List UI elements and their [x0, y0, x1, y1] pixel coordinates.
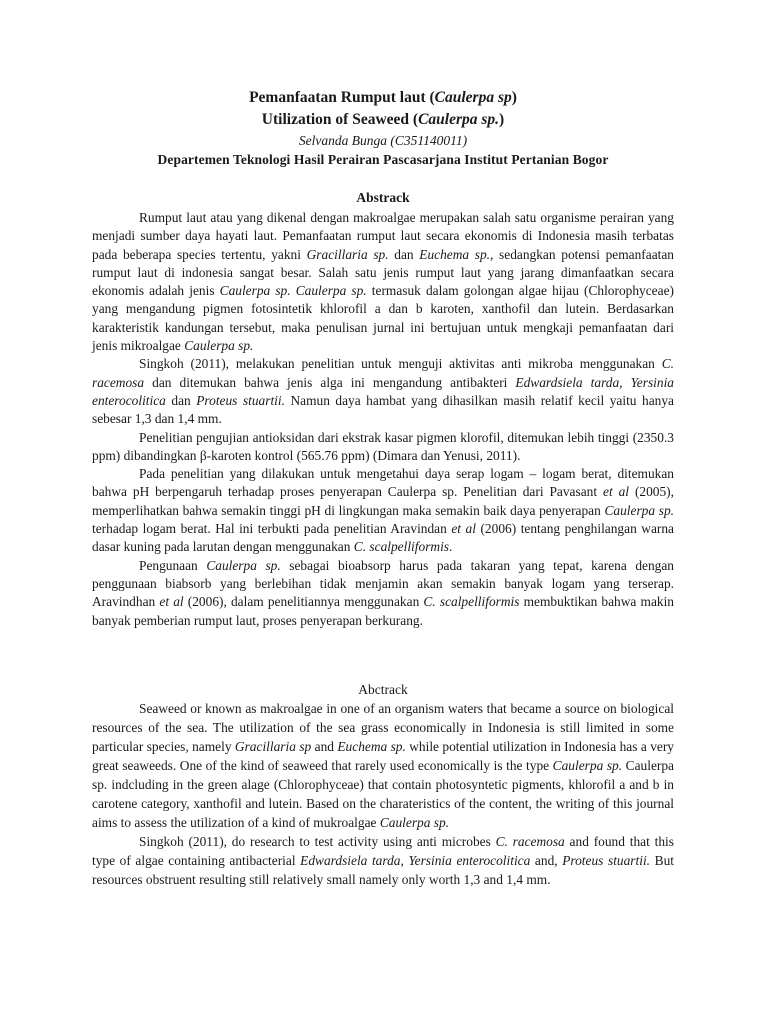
title-text: Pemanfaatan Rumput laut (	[249, 89, 435, 106]
title-text: )	[511, 89, 517, 106]
department: Departemen Teknologi Hasil Perairan Pascasarjana Institut Pertanian Bogor	[157, 152, 609, 167]
title-species: Caulerpa sp.	[418, 111, 500, 128]
paragraph: Rumput laut atau yang dikenal dengan makroalgae merupakan salah satu organisme perairan yang menjadi sumber daya hayati laut. Pemanfaatan rumput laut secara ekonomis di Indonesia masih terbatas pada beberapa species tertentu, yakni Gracillaria sp. dan Euchema sp., sedangkan potensi pemanfaatan rumput laut di indonesia sangat besar. Salah satu jenis rumput laut yang jarang dimanfaatkan secara ekonomis adalah jenis Caulerpa sp. Caulerpa sp. termasuk dalam golongan algae hijau (Chlorophyceae) yang mengandung pigmen fotosintetik khlorofil a dan b karoten, xanthofil dan lutein. Berdasarkan karakteristik kandungan tersebut, maka penulisan jurnal ini bertujuan untuk mengkaji pemanfaatan dari jenis mikroalgae Caulerpa sp.	[92, 210, 674, 354]
title-english	[92, 110, 674, 130]
abstract-heading-english: Abctrack	[358, 682, 408, 697]
title-text: Utilization of Seaweed (	[261, 111, 419, 128]
title-text: )	[499, 111, 505, 128]
title-indonesian	[92, 88, 674, 108]
title-species: Caulerpa sp	[434, 89, 512, 106]
author: Selvanda Bunga (C351140011)	[298, 133, 468, 148]
abstract-heading-indonesian: Abstrack	[356, 190, 410, 205]
abstract-english	[92, 699, 674, 889]
paragraph: Seaweed or known as makroalgae in one of an organism waters that became a source on biological resources of the sea. The utilization of the sea grass economically in Indonesia is still limited in some particular species, namely Gracillaria sp and Euchema sp. while potential utilization in Indonesia has a very great seaweeds. One of the kind of seaweed that rarely used economically is the type Caulerpa sp. Caulerpa sp. indcluding in the green alage (Chlorophyceae) that contain photosyntetic pigments, khlorofil a and b in carotene category, xanthofil and lutein. Based on the charateristics of the content, the writing of this journal aims to assess the utilization of a kind of mukroalgae Caulerpa sp.	[92, 701, 674, 830]
paragraph: Pengunaan Caulerpa sp. sebagai bioabsorp harus pada takaran yang tepat, karena dengan penggunaan biabsorb yang berlebihan tidak menjamin akan semakin banyak logam yang terserap. Aravindhan et al (2006), dalam penelitiannya menggunakan C. scalpelliformis membuktikan bahwa makin banyak pemberian rumput laut, proses penyerapan berkurang.	[92, 557, 674, 628]
abstract-indonesian	[92, 209, 674, 630]
paragraph: Singkoh (2011), do research to test activity using anti microbes C. racemosa and found that this type of algae containing antibacterial Edwardsiela tarda, Yersinia enterocolitica and, Proteus stuartii. But resources obstruent resulting still relatively small namely only worth 1,3 and 1,4 mm.	[92, 834, 674, 887]
paragraph: Singkoh (2011), melakukan penelitian untuk menguji aktivitas anti mikroba menggunakan C. racemosa dan ditemukan bahwa jenis alga ini mengandung antibakteri Edwardsiela tarda, Yersinia enterocolitica dan Proteus stuartii. Namun daya hambat yang dihasilkan masih relatif kecil yaitu hanya sebesar 1,3 dan 1,4 mm.	[92, 356, 674, 427]
paragraph: Penelitian pengujian antioksidan dari ekstrak kasar pigmen klorofil, ditemukan lebih tinggi (2350.3 ppm) dibandingkan β-karoten kontrol (565.76 ppm) (Dimara dan Yenusi, 2011).	[92, 429, 674, 463]
paragraph: Pada penelitian yang dilakukan untuk mengetahui daya serap logam – logam berat, ditemukan bahwa pH berpengaruh terhadap proses penyerapan Caulerpa sp. Penelitian dari Pavasant et al (2005), memperlihatkan bahwa semakin tinggi pH di lingkungan maka semakin baik daya penyerapan Caulerpa sp. terhadap logam berat. Hal ini terbukti pada penelitian Aravindan et al (2006) tentang penghilangan warna dasar kuning pada larutan dengan menggunakan C. scalpelliformis.	[92, 466, 674, 555]
